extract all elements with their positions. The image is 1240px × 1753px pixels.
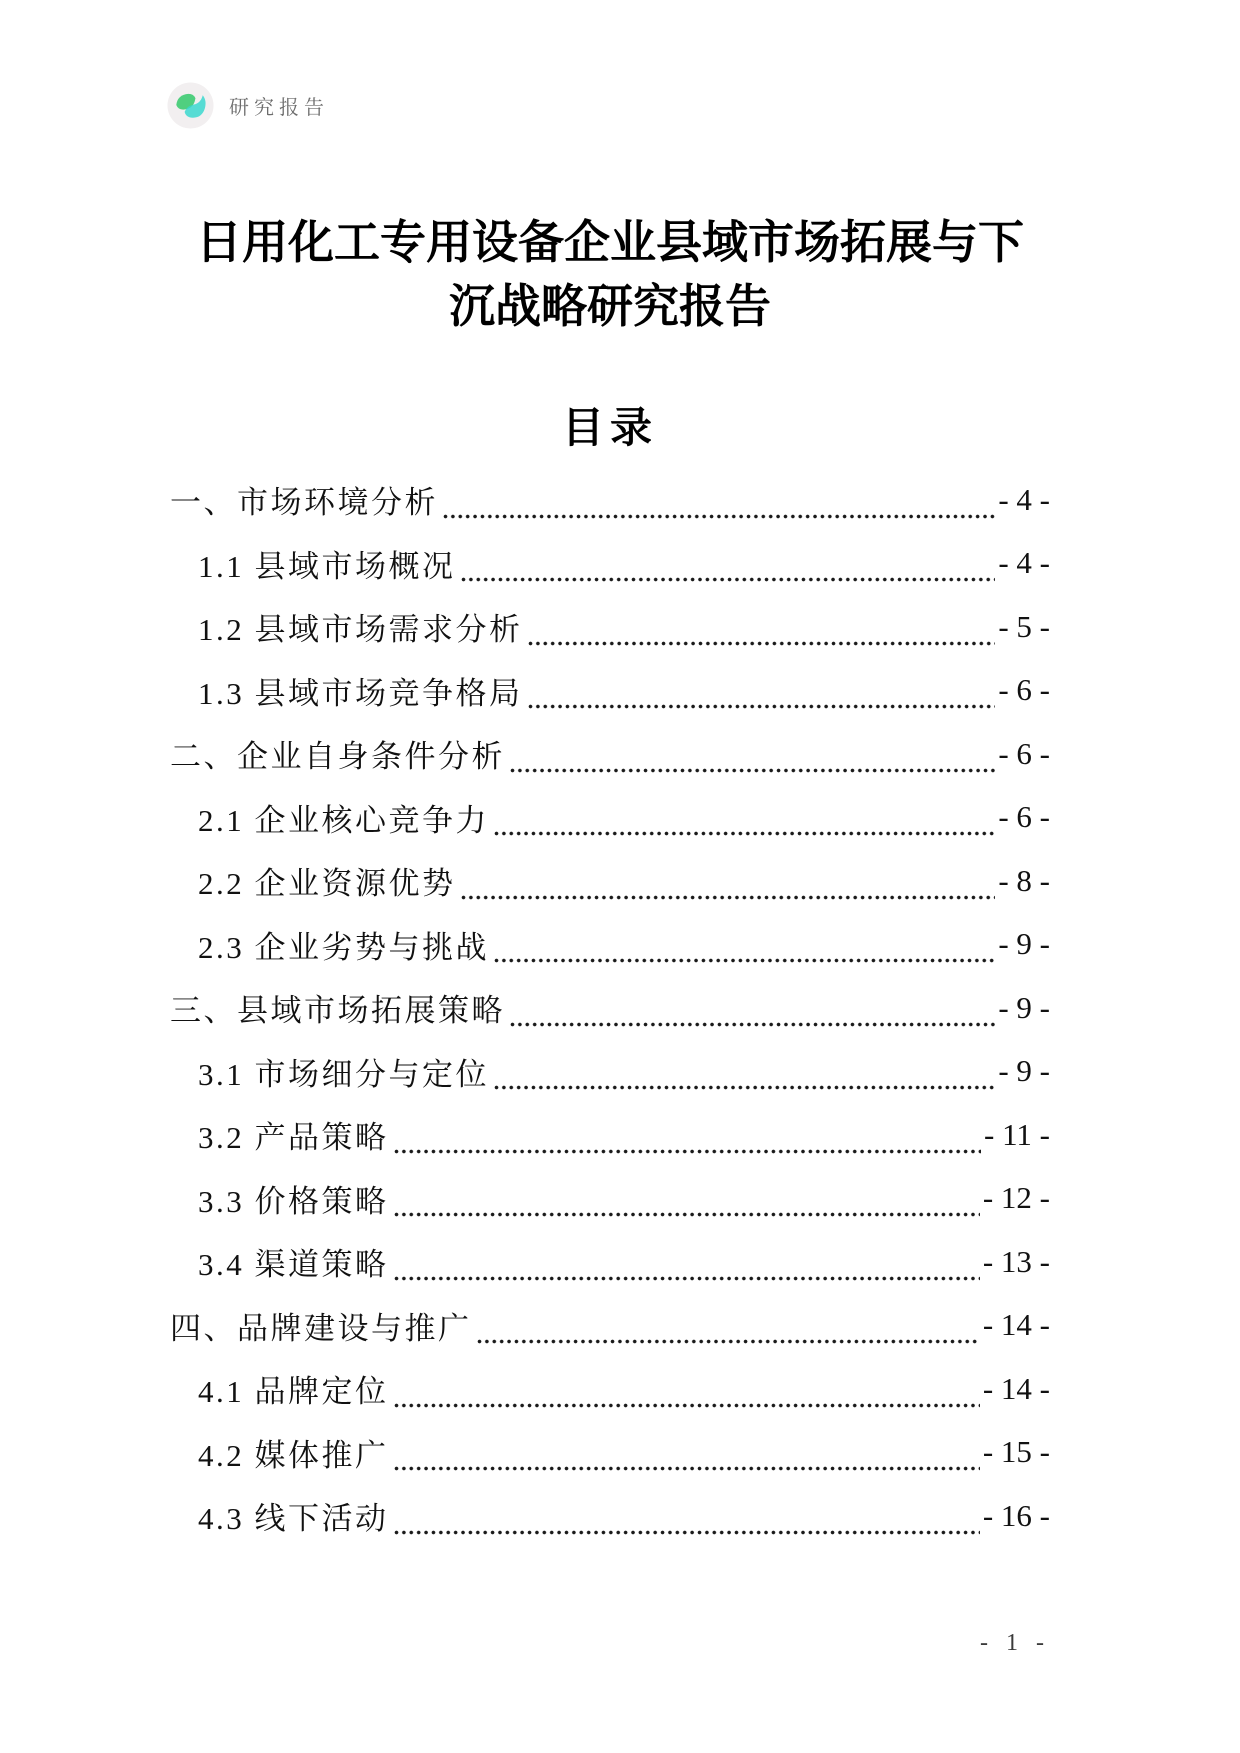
toc-entry-label: 三、县域市场拓展策略 — [170, 993, 505, 1029]
report-title-line1: 日用化工专用设备企业县域市场拓展与下 — [196, 216, 1024, 268]
toc-dot-leader — [443, 514, 995, 519]
toc-entry-label: 3.2 产品策略 — [198, 1120, 389, 1156]
toc-entry-page: - 4 - — [998, 481, 1050, 517]
toc-list — [170, 468, 1050, 1548]
toc-dot-leader — [461, 577, 996, 582]
toc-entry-page: - 4 - — [998, 545, 1050, 581]
toc-entry-label: 四、品牌建设与推广 — [170, 1310, 472, 1346]
toc-entry-page: - 11 - — [984, 1116, 1050, 1152]
toc-dot-leader — [394, 1530, 980, 1535]
toc-entry[interactable] — [170, 595, 1050, 659]
toc-entry[interactable] — [170, 976, 1050, 1040]
toc-entry-label: 4.1 品牌定位 — [198, 1374, 389, 1410]
toc-entry-page: - 8 - — [998, 862, 1050, 898]
toc-entry-page: - 14 - — [982, 1307, 1050, 1343]
toc-entry[interactable] — [170, 849, 1050, 913]
toc-entry[interactable] — [170, 1357, 1050, 1421]
toc-dot-leader — [494, 958, 995, 963]
toc-entry-page: - 14 - — [982, 1370, 1050, 1406]
toc-dot-leader — [394, 1212, 980, 1217]
toc-entry-page: - 12 - — [982, 1180, 1050, 1216]
toc-dot-leader — [394, 1276, 980, 1281]
toc-entry-label: 3.1 市场细分与定位 — [198, 1056, 489, 1092]
toc-dot-leader — [510, 1022, 995, 1027]
toc-entry-label: 1.3 县域市场竞争格局 — [198, 675, 523, 711]
brand-label: 研究报告 — [229, 97, 329, 119]
report-logo-icon — [167, 82, 214, 129]
toc-dot-leader — [461, 895, 996, 900]
toc-entry-page: - 9 - — [998, 1053, 1050, 1089]
toc-entry[interactable] — [170, 1040, 1050, 1104]
toc-entry[interactable] — [170, 1103, 1050, 1167]
toc-dot-leader — [394, 1466, 980, 1471]
toc-dot-leader — [394, 1403, 980, 1408]
toc-dot-leader — [528, 704, 996, 709]
toc-dot-leader — [477, 1339, 980, 1344]
toc-entry-label: 2.1 企业核心竞争力 — [198, 802, 489, 838]
toc-entry-label: 4.2 媒体推广 — [198, 1437, 389, 1473]
report-title — [170, 210, 1050, 338]
toc-heading: 目录 — [561, 404, 658, 451]
toc-entry[interactable] — [170, 913, 1050, 977]
toc-entry[interactable] — [170, 1421, 1050, 1485]
toc-entry[interactable] — [170, 532, 1050, 596]
toc-dot-leader — [528, 641, 996, 646]
toc-entry-label: 1.2 县域市场需求分析 — [198, 612, 523, 648]
toc-entry-label: 2.2 企业资源优势 — [198, 866, 456, 902]
toc-entry[interactable] — [170, 722, 1050, 786]
toc-entry[interactable] — [170, 1167, 1050, 1231]
toc-dot-leader — [510, 768, 995, 773]
toc-entry-label: 1.1 县域市场概况 — [198, 548, 456, 584]
toc-entry-label: 3.3 价格策略 — [198, 1183, 389, 1219]
toc-dot-leader — [494, 831, 995, 836]
toc-entry[interactable] — [170, 659, 1050, 723]
toc-entry[interactable] — [170, 786, 1050, 850]
toc-entry-page: - 16 - — [982, 1497, 1050, 1533]
toc-entry[interactable] — [170, 1294, 1050, 1358]
toc-entry-label: 2.3 企业劣势与挑战 — [198, 929, 489, 965]
toc-dot-leader — [394, 1149, 982, 1154]
toc-entry-page: - 6 - — [998, 735, 1050, 771]
toc-entry-page: - 13 - — [982, 1243, 1050, 1279]
toc-entry-page: - 6 - — [998, 799, 1050, 835]
toc-entry[interactable] — [170, 468, 1050, 532]
toc-entry-page: - 9 - — [998, 926, 1050, 962]
toc-entry[interactable] — [170, 1230, 1050, 1294]
report-title-line2: 沉战略研究报告 — [449, 280, 771, 332]
toc-entry-label: 4.3 线下活动 — [198, 1501, 389, 1537]
toc-dot-leader — [494, 1085, 995, 1090]
toc-entry-page: - 9 - — [998, 989, 1050, 1025]
toc-entry-label: 二、企业自身条件分析 — [170, 739, 505, 775]
toc-entry[interactable] — [170, 1484, 1050, 1548]
toc-entry-page: - 6 - — [998, 672, 1050, 708]
toc-entry-label: 3.4 渠道策略 — [198, 1247, 389, 1283]
toc-entry-label: 一、市场环境分析 — [170, 485, 438, 521]
toc-entry-page: - 5 - — [998, 608, 1050, 644]
toc-entry-page: - 15 - — [982, 1434, 1050, 1470]
page-number-footer: - 1 - — [980, 1630, 1050, 1656]
brand-header — [167, 82, 329, 129]
